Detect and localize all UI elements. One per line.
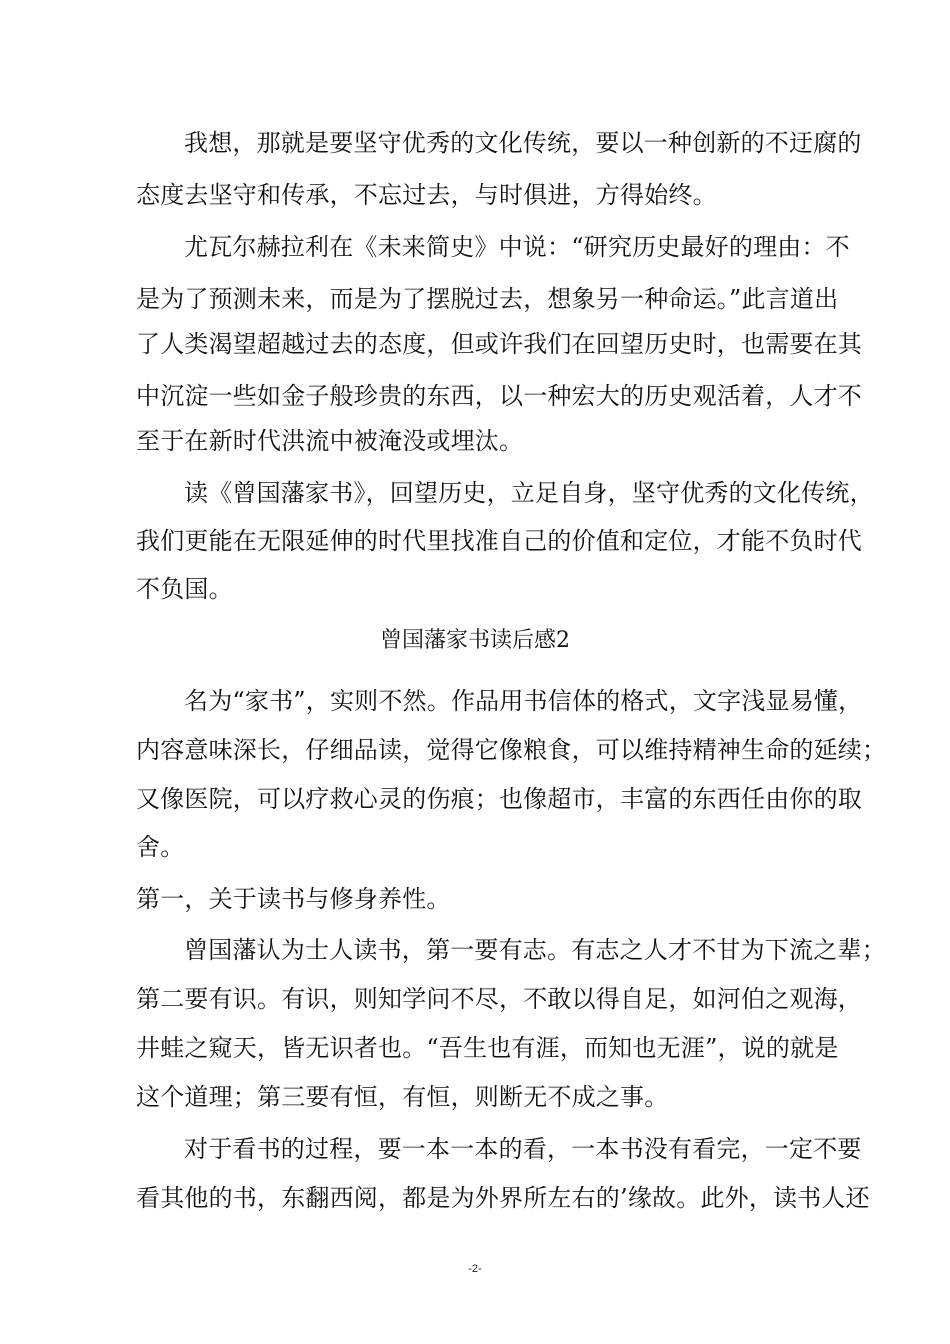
paragraph-line: 了人类渴望超越过去的态度，但或许我们在回望历史时，也需要在其 [136, 330, 862, 358]
paragraph-line: 态度去坚守和传承，不忘过去，与时俱进，方得始终。 [136, 181, 717, 209]
paragraph-line: 读《曾国藩家书》，回望历史，立足自身，坚守优秀的文化传统， [184, 479, 874, 507]
paragraph-line: 不负国。 [136, 575, 233, 603]
paragraph-line: 看其他的书，东翻西阅，都是为外界所左右的’缘故。此外，读书人还 [136, 1184, 870, 1212]
paragraph-line: 曾国藩认为士人读书，第一要有志。有志之人才不甘为下流之辈； [184, 936, 886, 964]
paragraph-line: 至于在新时代洪流中被淹没或埋汰。 [136, 427, 524, 455]
paragraph-line: 内容意味深长，仔细品读，觉得它像粮食，可以维持精神生命的延续； [136, 736, 887, 764]
paragraph-line: 名为“家书”，实则不然。作品用书信体的格式，文字浅显易懂， [184, 687, 863, 715]
paragraph-line: 是为了预测未来，而是为了摆脱过去，想象另一种命运。”此言道出 [136, 285, 839, 313]
paragraph-line: 舍。 [136, 833, 185, 861]
paragraph-line: 第一，关于读书与修身养性。 [136, 885, 451, 913]
paragraph-line: 对于看书的过程，要一本一本的看，一本书没有看完，一定不要 [184, 1135, 862, 1163]
paragraph-line: 尤瓦尔赫拉利在《未来简史》中说：“研究历史最好的理由：不 [184, 233, 850, 261]
paragraph-line: 井蛙之窥天，皆无识者也。“吾生也有涯，而知也无涯”，说的就是 [136, 1034, 839, 1062]
paragraph-line: 第二要有识。有识，则知学问不尽，不敢以得自足，如河伯之观海， [136, 985, 862, 1013]
paragraph-line: 中沉淀一些如金子般珍贵的东西，以一种宏大的历史观活着，人才不 [136, 382, 862, 410]
paragraph-line: 我想，那就是要坚守优秀的文化传统，要以一种创新的不迂腐的 [184, 129, 862, 157]
section-title: 曾国藩家书读后感2 [380, 628, 570, 653]
page-number: -2- [468, 1263, 482, 1275]
paragraph-line: 我们更能在无限延伸的时代里找准自己的价值和定位，才能不负时代 [136, 527, 862, 555]
paragraph-line: 又像医院，可以疗救心灵的伤痕；也像超市，丰富的东西任由你的取 [136, 785, 862, 813]
paragraph-line: 这个道理；第三要有恒，有恒，则断无不成之事。 [136, 1083, 669, 1111]
